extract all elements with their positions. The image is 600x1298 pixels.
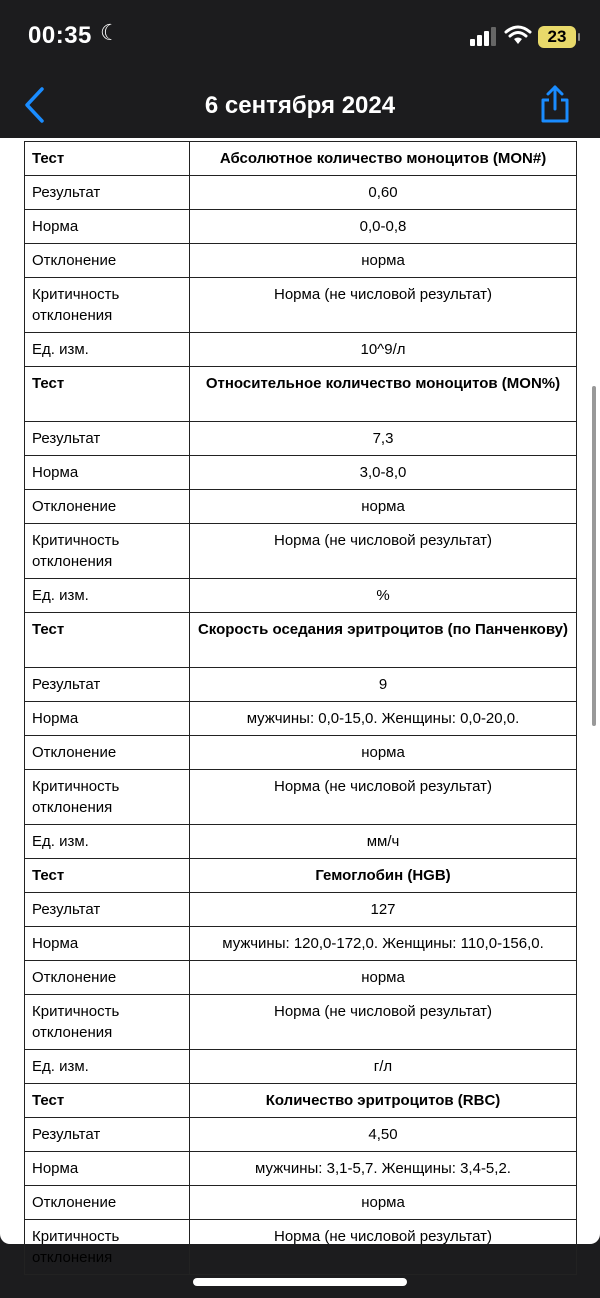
row-value: 0,60 — [190, 176, 577, 210]
row-value: 4,50 — [190, 1118, 577, 1152]
row-value: 0,0-0,8 — [190, 210, 577, 244]
row-label: Критичность отклонения — [25, 524, 190, 579]
row-label: Норма — [25, 210, 190, 244]
row-label: Норма — [25, 927, 190, 961]
home-indicator[interactable] — [193, 1278, 407, 1286]
row-label: Норма — [25, 456, 190, 490]
table-row — [25, 961, 577, 995]
test-name: Гемоглобин (HGB) — [190, 859, 577, 893]
table-row — [25, 1050, 577, 1084]
row-value: мужчины: 0,0-15,0. Женщины: 0,0-20,0. — [190, 702, 577, 736]
row-label: Ед. изм. — [25, 579, 190, 613]
table-row — [25, 668, 577, 702]
row-label: Критичность отклонения — [25, 995, 190, 1050]
row-label: Критичность отклонения — [25, 278, 190, 333]
row-label: Ед. изм. — [25, 825, 190, 859]
table-row — [25, 770, 577, 825]
test-header-row — [25, 367, 577, 422]
row-label: Ед. изм. — [25, 333, 190, 367]
row-value: 9 — [190, 668, 577, 702]
row-label: Результат — [25, 176, 190, 210]
row-label: Норма — [25, 702, 190, 736]
row-label: Отклонение — [25, 736, 190, 770]
share-icon[interactable] — [540, 84, 570, 124]
wifi-icon — [505, 24, 531, 46]
table-row — [25, 176, 577, 210]
test-header-row — [25, 859, 577, 893]
test-label: Тест — [25, 1084, 190, 1118]
test-name: Количество эритроцитов (RBC) — [190, 1084, 577, 1118]
row-value: Норма (не числовой результат) — [190, 995, 577, 1050]
row-label: Результат — [25, 422, 190, 456]
table-row — [25, 490, 577, 524]
test-header-row — [25, 142, 577, 176]
page-title: 6 сентября 2024 — [204, 92, 396, 119]
row-value: норма — [190, 736, 577, 770]
row-value: 127 — [190, 893, 577, 927]
table-row — [25, 825, 577, 859]
table-row — [25, 927, 577, 961]
row-label: Результат — [25, 893, 190, 927]
row-label: Ед. изм. — [25, 1050, 190, 1084]
table-row — [25, 210, 577, 244]
row-value: Норма (не числовой результат) — [190, 770, 577, 825]
row-value: г/л — [190, 1050, 577, 1084]
row-value: % — [190, 579, 577, 613]
test-header-row — [25, 1084, 577, 1118]
battery-indicator: 23 — [538, 26, 576, 48]
table-row — [25, 1186, 577, 1220]
table-row — [25, 333, 577, 367]
table-row — [25, 893, 577, 927]
results-table — [24, 141, 577, 1275]
table-row — [25, 278, 577, 333]
row-label: Отклонение — [25, 1186, 190, 1220]
test-name: Скорость оседания эритроцитов (по Панченкову) — [190, 613, 577, 668]
row-value: Норма (не числовой результат) — [190, 1220, 577, 1275]
status-bar — [0, 0, 600, 72]
table-row — [25, 422, 577, 456]
row-value: Норма (не числовой результат) — [190, 524, 577, 579]
scrollbar[interactable] — [592, 386, 596, 726]
moon-icon: ☾ — [100, 20, 120, 45]
status-time: 00:35 — [28, 22, 92, 49]
table-row — [25, 702, 577, 736]
nav-bar — [0, 72, 600, 138]
row-label: Отклонение — [25, 961, 190, 995]
row-value: 3,0-8,0 — [190, 456, 577, 490]
row-value: норма — [190, 961, 577, 995]
row-value: мм/ч — [190, 825, 577, 859]
table-row — [25, 995, 577, 1050]
table-row — [25, 244, 577, 278]
table-row — [25, 456, 577, 490]
signal-icon — [470, 26, 498, 46]
row-label: Отклонение — [25, 490, 190, 524]
test-label: Тест — [25, 613, 190, 668]
row-value: 7,3 — [190, 422, 577, 456]
row-value: Норма (не числовой результат) — [190, 278, 577, 333]
table-row — [25, 1220, 577, 1275]
table-row — [25, 736, 577, 770]
row-value: 10^9/л — [190, 333, 577, 367]
row-label: Отклонение — [25, 244, 190, 278]
row-value: норма — [190, 490, 577, 524]
row-value: мужчины: 3,1-5,7. Женщины: 3,4-5,2. — [190, 1152, 577, 1186]
test-label: Тест — [25, 859, 190, 893]
table-row — [25, 524, 577, 579]
row-label: Критичность отклонения — [25, 770, 190, 825]
test-label: Тест — [25, 142, 190, 176]
row-label: Норма — [25, 1152, 190, 1186]
test-header-row — [25, 613, 577, 668]
test-name: Относительное количество моноцитов (MON%) — [190, 367, 577, 422]
row-label: Результат — [25, 668, 190, 702]
table-row — [25, 1118, 577, 1152]
row-value: норма — [190, 1186, 577, 1220]
test-name: Абсолютное количество моноцитов (MON#) — [190, 142, 577, 176]
test-label: Тест — [25, 367, 190, 422]
row-label: Результат — [25, 1118, 190, 1152]
row-value: норма — [190, 244, 577, 278]
table-row — [25, 1152, 577, 1186]
results-document — [0, 138, 600, 1266]
row-value: мужчины: 120,0-172,0. Женщины: 110,0-156,0. — [190, 927, 577, 961]
table-row — [25, 579, 577, 613]
row-label: Критичность отклонения — [25, 1220, 190, 1275]
